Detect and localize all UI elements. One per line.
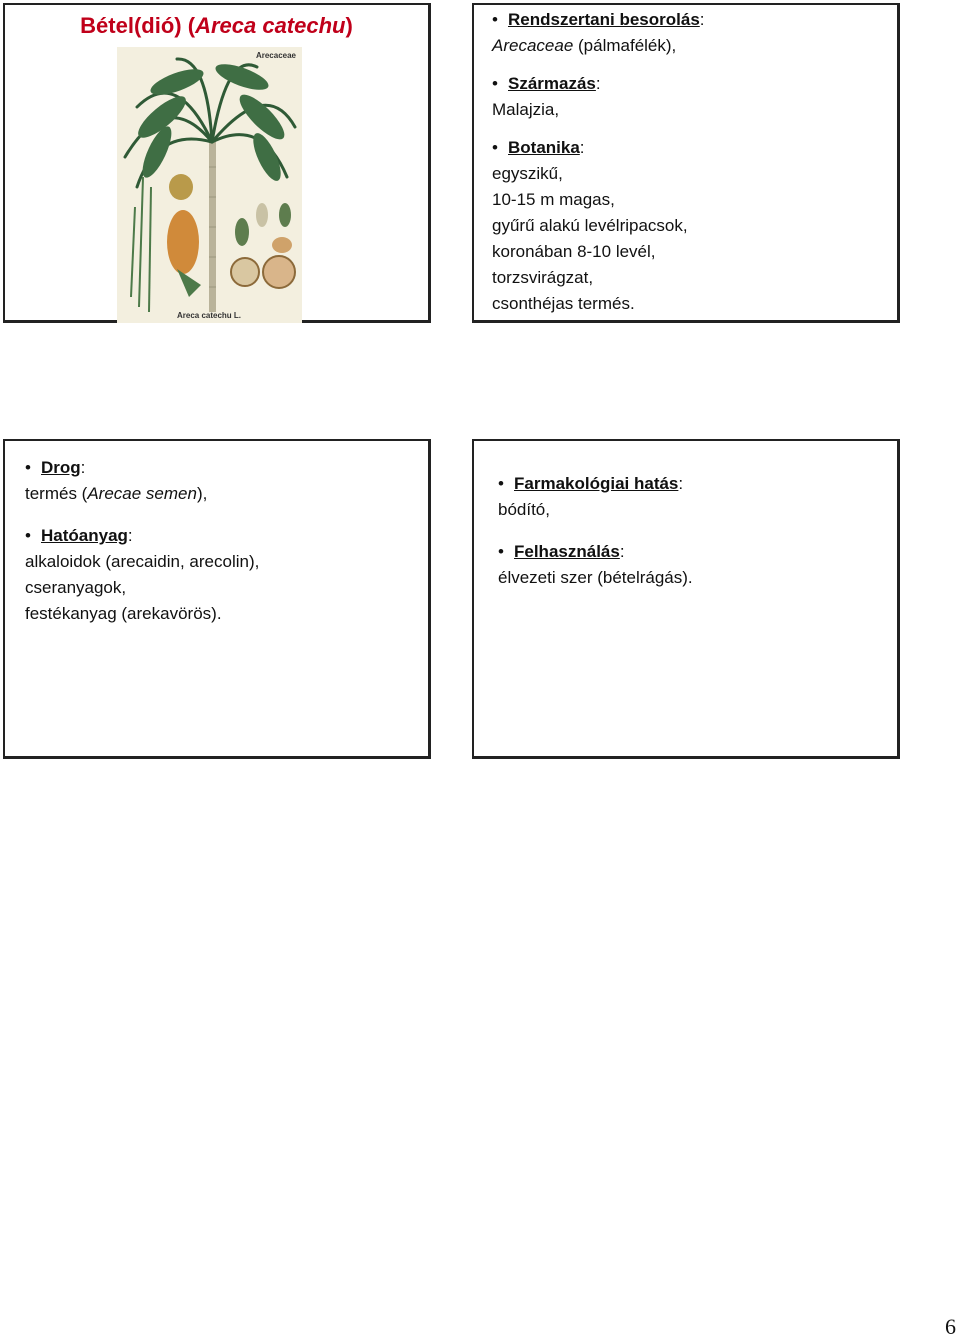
drug-value: termés (Arecae semen), (25, 484, 208, 503)
botany-line: gyűrű alakú levélripacsok, (492, 216, 688, 235)
slide-title-image (3, 3, 431, 323)
ingredient-line: festékanyag (arekavörös). (25, 604, 222, 623)
page-number: 6 (945, 1314, 956, 1339)
active-ingredient-item: • Hatóanyag: (25, 523, 259, 549)
palm-illustration (117, 47, 302, 323)
botany-item: • Botanika: (492, 135, 705, 161)
botany-line: torzsvirágzat, (492, 268, 594, 287)
effect-value: bódító, (498, 500, 550, 519)
slide-text (492, 7, 705, 317)
classification-item: • Rendszertani besorolás: (492, 7, 705, 33)
slide-text (25, 455, 259, 627)
botany-line: csonthéjas termés. (492, 294, 635, 313)
botany-line: koronában 8-10 levél, (492, 242, 656, 261)
slide-pharmacology (472, 439, 900, 759)
usage-item: • Felhasználás: (498, 539, 693, 565)
botanical-plate-image (117, 47, 302, 323)
usage-value: élvezeti szer (bételrágás). (498, 568, 693, 587)
ingredient-line: cseranyagok, (25, 578, 127, 597)
slide-title: Bétel(dió) (Areca catechu) (80, 13, 353, 38)
botany-line: egyszikű, (492, 164, 563, 183)
plate-caption: Areca catechu L. (177, 311, 242, 320)
slide-text (498, 471, 693, 591)
classification-value: Arecaceae (pálmafélék), (492, 36, 677, 55)
slide-drug (3, 439, 431, 759)
origin-value: Malajzia, (492, 100, 560, 119)
botany-line: 10-15 m magas, (492, 190, 615, 209)
drug-item: • Drog: (25, 455, 259, 481)
plate-family-label: Arecaceae (255, 51, 296, 60)
ingredient-line: alkaloidok (arecaidin, arecolin), (25, 552, 260, 571)
effect-item: • Farmakológiai hatás: (498, 471, 693, 497)
slide-classification (472, 3, 900, 323)
origin-item: • Származás: (492, 71, 705, 97)
